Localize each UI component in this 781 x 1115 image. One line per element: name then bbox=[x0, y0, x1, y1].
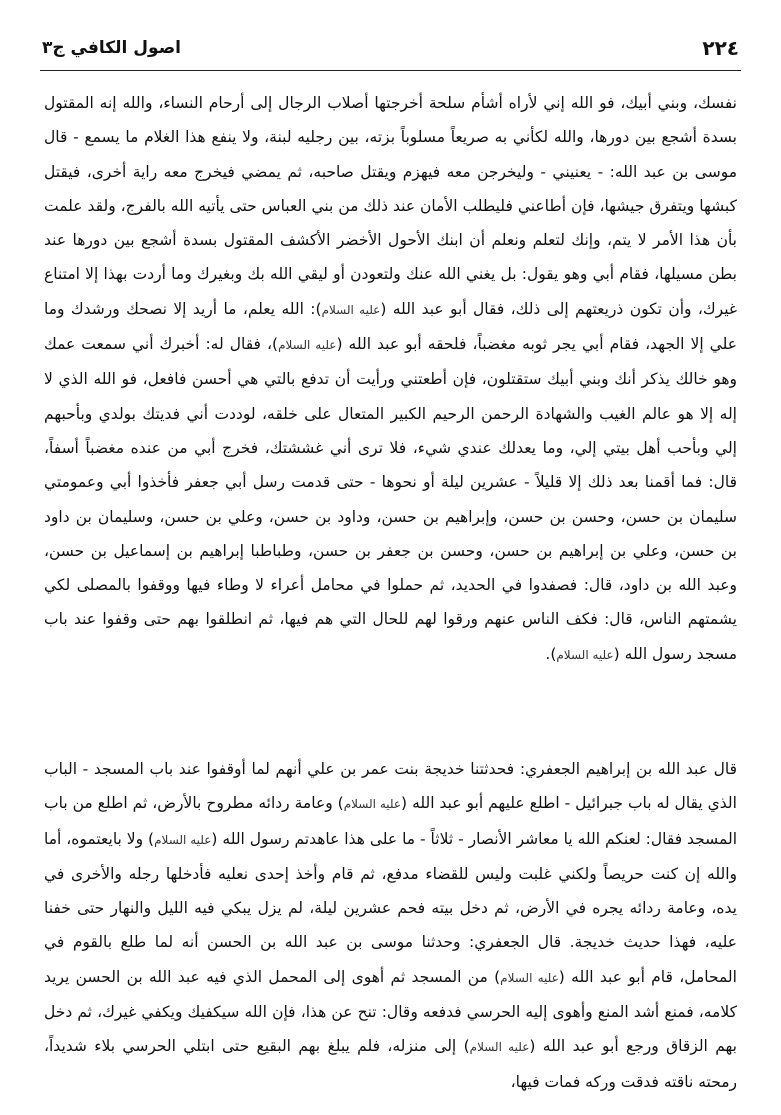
text-segment: من المسجد ثم أهوى إلى المحمل الذي فيه عبد الله بن الحسن يريد كلامه، فمنع أشد المنع وأهوى إليه الحرسي فدفعه وقال: تنح عن هذا، فإن الله سيكفيك ويكفي غيرك، ثم دخل بهم الزقاق ورجع أبو عبد الله bbox=[44, 967, 737, 1056]
honorific: عليه السلام bbox=[469, 1040, 530, 1055]
text-segment: وعامة ردائه مطروح بالأرض، ثم اطلع من باب المسجد فقال: لعنكم الله يا معاشر الأنصار - ثلاثاً - ما على هذا عاهدتم رسول الله bbox=[44, 794, 737, 848]
text-segment: قال عبد الله بن إبراهيم الجعفري: فحدثتنا خديجة بنت عمر بن علي أنهم لما أوقفوا عند باب المسجد - الباب الذي يقال له باب جبرائيل - اطلع عليهم أبو عبد الله bbox=[44, 760, 737, 813]
text-segment: إلى منزله، فلم يبلغ بهم البقيع حتى ابتلي الحرسي بلاء شديداً، رمحته ناقته فدقت وركه فمات فيها، bbox=[44, 1037, 737, 1091]
text-segment: : الله يعلم، ما أريد إلا نصحك ورشدك وما علي إلا الجهد، فقام أبي يجر ثوبه مغضباً، فلحقه أبو عبد الله bbox=[44, 299, 737, 354]
header-rule bbox=[40, 70, 741, 71]
honorific: عليه السلام bbox=[278, 338, 337, 353]
honorific: عليه السلام bbox=[556, 647, 614, 662]
text-segment: . bbox=[545, 644, 551, 663]
page-header bbox=[40, 30, 741, 70]
honorific: عليه السلام bbox=[500, 970, 559, 985]
paragraph: قال عبد الله بن إبراهيم الجعفري: فحدثتنا خديجة بنت عمر بن علي أنهم لما أوقفوا عند باب المسجد - الباب الذي يقال له باب جبرائيل - اطلع عليهم أبو عبد الله (عليه السلام) وعامة ردائه مطروح بالأرض، ثم اطلع من باب المسجد فقال: لعنكم الله يا معاشر الأنصار - ثلاثاً - ما على هذا عاهدتم رسول الله (عليه السلام) ولا بايعتموه، أما والله إن كنت حريصاً ولكني غلبت وليس للقضاء مدفع، ثم قام وأخذ إحدى نعليه فأدخلها رجله والأخرى في يده، وعامة ردائه يجره في الأرض، ثم دخل بيته فحم عشرين ليلة، لم يزل يبكي فيه الليل والنهار حتى خفنا عليه، فهذا حديث خديجة. قال الجعفري: وحدثنا موسى بن عبد الله بن الحسن أنه لما طلع بالقوم في المحامل، قام أبو عبد الله (عليه السلام) من المسجد ثم أهوى إلى المحمل الذي فيه عبد الله بن الحسن يريد كلامه، فمنع أشد المنع وأهوى إليه الحرسي فدفعه وقال: تنح عن هذا، فإن الله سيكفيك ويكفي غيرك، ثم دخل بهم الزقاق ورجع أبو عبد الله (عليه السلام) إلى منزله، فلم يبلغ بهم البقيع حتى ابتلي الحرسي بلاء شديداً، رمحته ناقته فدقت وركه فمات فيها، bbox=[44, 760, 737, 1091]
page-number: ٢٢٤ bbox=[702, 36, 739, 60]
paragraph: نفسك، وبني أبيك، فو الله إني لأراه أشأم سلحة أخرجتها أصلاب الرجال إلى أرحام النساء، والله إنه المقتول بسدة أشجع بين دورها، والله لكأني به صريعاً مسلوباً بزته، بين رجليه لبنة، ولا ينفع هذا الغلام ما يسمع - قال موسى بن عبد الله: - يعنيني - وليخرجن معه فيهزم ويقتل صاحبه، ثم يمضي فيخرج معه راية أخرى، فيقتل كبشها ويتفرق جيشها، فإن أطاعني فليطلب الأمان عند ذلك من بني العباس حتى يأتيه الله بالفرج، ولقد علمت بأن هذا الأمر لا يتم، وإنك لتعلم ونعلم أن ابنك الأحول الأخضر الأكشف المقتول بسدة أشجع بين دورها عند بطن مسيلها، فقام أبي وهو يقول: بل يغني الله عنك ولتعودن أو ليقي الله بك وبغيرك وما أردت بهذا إلا امتناع غيرك، وأن تكون ذريعتهم إلى ذلك، فقال أبو عبد الله (عليه السلام): الله يعلم، ما أريد إلا نصحك ورشدك وما علي إلا الجهد، فقام أبي يجر ثوبه مغضباً، فلحقه أبو عبد الله (عليه السلام)، فقال له: أخبرك أني سمعت عمك وهو خالك يذكر أنك وبني أبيك ستقتلون، فإن أطعتني ورأيت أن تدفع بالتي هي أحسن فافعل، فو الله الذي لا إله إلا هو عالم الغيب والشهادة الرحمن الرحيم الكبير المتعال على خلقه، لوددت أني فديتك بولدي وبأحبهم إلي وبأحب أهل بيتي إلي، وما يعدلك عندي شيء، فلا ترى أني غششتك، فخرج أبي من عنده مغضباً أسفاً، قال: فما أقمنا بعد ذلك إلا قليلاً - عشرين ليلة أو نحوها - حتى قدمت رسل أبي جعفر فأخذوا أبي وعمومتي سليمان بن حسن، وحسن بن حسن، وإبراهيم بن حسن، وداود بن حسن، وعلي بن حسن، وسليمان بن داود بن حسن، وعلي بن إبراهيم بن حسن، وحسن بن جعفر بن حسن، وطباطبا إبراهيم بن إسماعيل بن حسن، وعبد الله بن داود، قال: فصفدوا في الحديد، ثم حملوا في محامل أعراء لا وطاء فيها ووقفوا بالمصلى لكي يشمتهم الناس، قال: فكف الناس عنهم ورقوا لهم للحال التي هم فيها، ثم انطلقوا بهم حتى وقفوا عند باب مسجد رسول الله (عليه السلام). bbox=[44, 94, 737, 663]
running-title: اصول الكافي ج٣ bbox=[42, 38, 181, 58]
text-segment: ، فقال له: أخبرك أني سمعت عمك وهو خالك يذكر أنك وبني أبيك ستقتلون، فإن أطعتني ورأيت أن تدفع بالتي هي أحسن فافعل، فو الله الذي لا إله إلا هو عالم الغيب والشهادة الرحمن الرحيم الكبير المتعال على خلقه، لوددت أني فديتك بولدي وبأحبهم إلي وبأحب أهل بيتي إلي، وما يعدلك عندي شيء، فلا ترى أني غششتك، فخرج أبي من عنده مغضباً أسفاً، قال: فما أقمنا بعد ذلك إلا قليلاً - عشرين ليلة أو نحوها - حتى قدمت رسل أبي جعفر فأخذوا أبي وعمومتي سليمان بن حسن، وحسن بن حسن، وإبراهيم بن حسن، وداود بن حسن، وعلي بن حسن، وسليمان بن داود بن حسن، وعلي بن إبراهيم بن حسن، وحسن بن جعفر بن حسن، وطباطبا إبراهيم بن إسماعيل بن حسن، وعبد الله بن داود، قال: فصفدوا في الحديد، ثم حملوا في محامل أعراء لا وطاء فيها ووقفوا بالمصلى لكي يشمتهم الناس، قال: فكف الناس عنهم ورقوا لهم للحال التي هم فيها، ثم انطلقوا بهم حتى وقفوا عند باب مسجد رسول الله bbox=[44, 335, 737, 663]
honorific: عليه السلام bbox=[343, 797, 402, 812]
text-segment: ولا بايعتموه، أما والله إن كنت حريصاً ولكني غلبت وليس للقضاء مدفع، ثم قام وأخذ إحدى نعليه فأدخلها رجله والأخرى في يده، وعامة ردائه يجره في الأرض، ثم دخل بيته فحم عشرين ليلة، لم يزل يبكي فيه الليل والنهار حتى خفنا عليه، فهذا حديث خديجة. قال الجعفري: وحدثنا موسى بن عبد الله بن الحسن أنه لما طلع بالقوم في المحامل، قام أبو عبد الله bbox=[44, 829, 737, 986]
honorific: عليه السلام bbox=[154, 832, 212, 847]
text-segment: نفسك، وبني أبيك، فو الله إني لأراه أشأم سلحة أخرجتها أصلاب الرجال إلى أرحام النساء، والله إنه المقتول بسدة أشجع بين دورها، والله لكأني به صريعاً مسلوباً بزته، بين رجليه لبنة، ولا ينفع هذا الغلام ما يسمع - قال موسى بن عبد الله: - يعنيني - وليخرجن معه فيهزم ويقتل صاحبه، ثم يمضي فيخرج معه راية أخرى، فيقتل كبشها ويتفرق جيشها، فإن أطاعني فليطلب الأمان عند ذلك من بني العباس حتى يأتيه الله بالفرج، ولقد علمت بأن هذا الأمر لا يتم، وإنك لتعلم ونعلم أن ابنك الأحول الأخضر الأكشف المقتول بسدة أشجع بين دورها عند بطن مسيلها، فقام أبي وهو يقول: بل يغني الله عنك ولتعودن أو ليقي الله بك وبغيرك وما أردت بهذا إلا امتناع غيرك، وأن تكون ذريعتهم إلى ذلك، فقال أبو عبد الله bbox=[44, 94, 737, 318]
honorific: عليه السلام bbox=[321, 302, 381, 317]
